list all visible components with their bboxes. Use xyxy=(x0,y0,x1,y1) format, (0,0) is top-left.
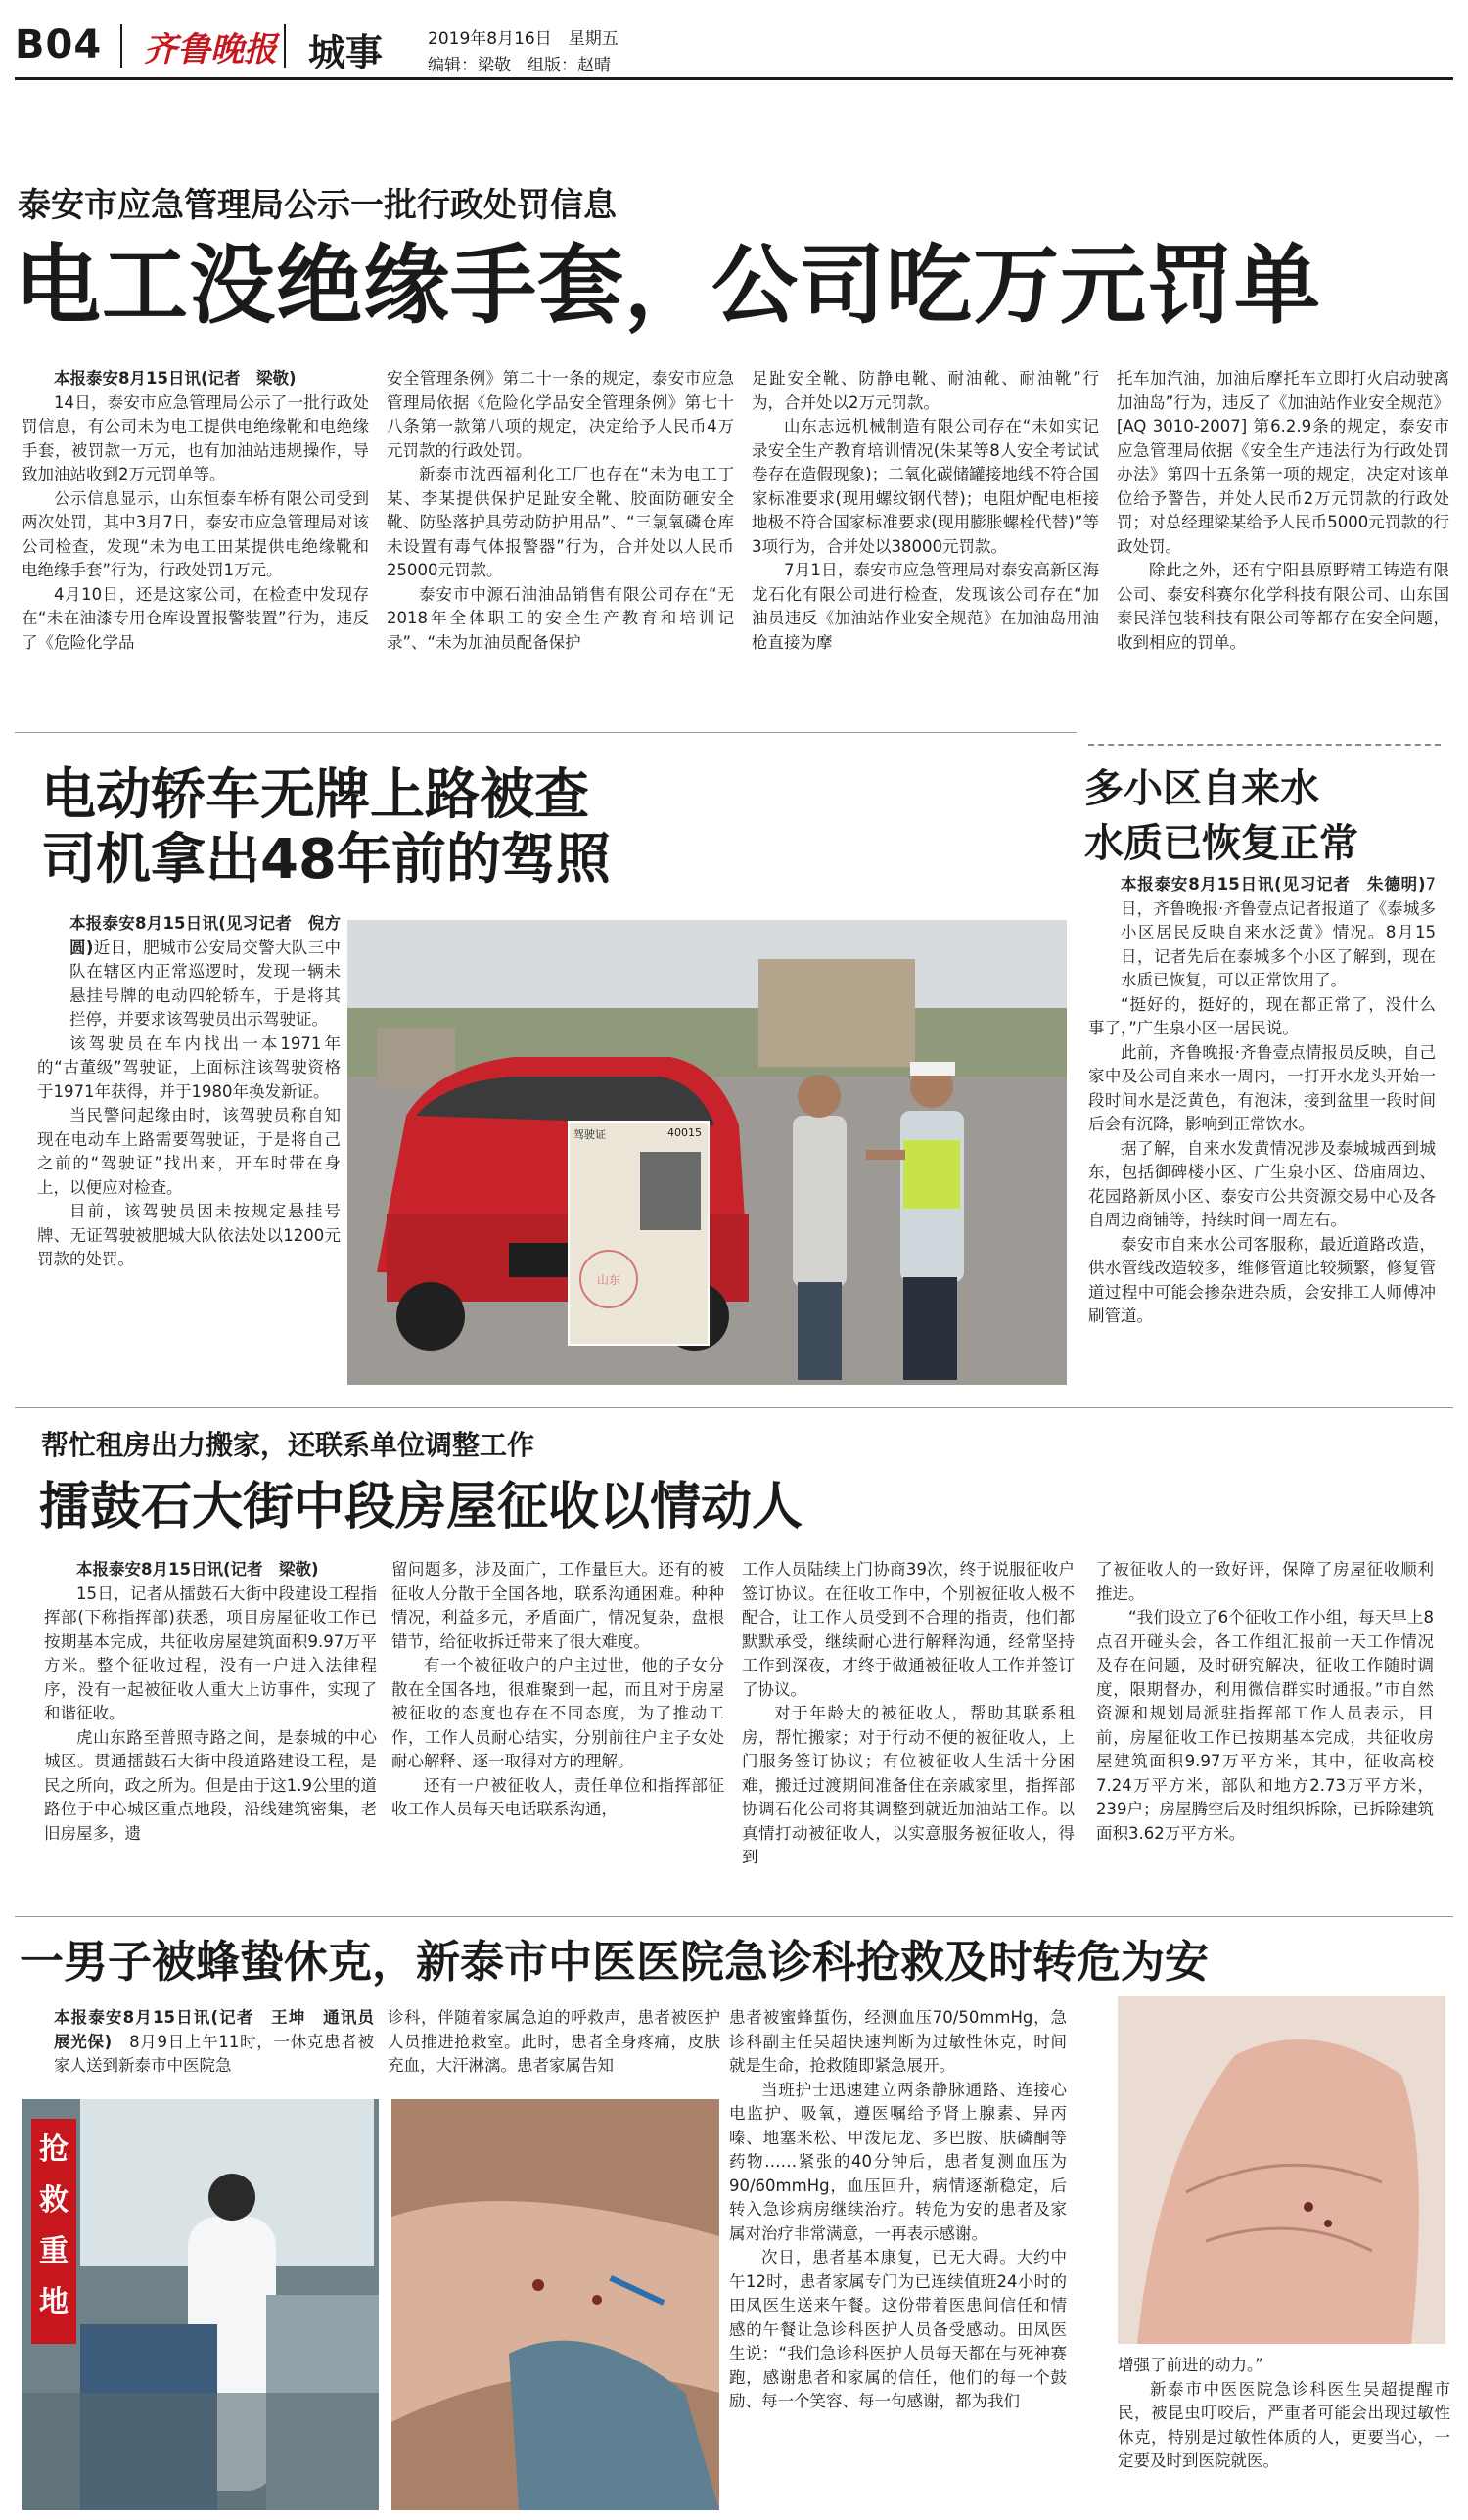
article3-byline: 本报泰安8月15日讯(见习记者 朱德明) xyxy=(1121,875,1426,893)
section-divider xyxy=(1088,744,1441,746)
article2-headline-line: 司机拿出48年前的驾照 xyxy=(41,828,611,893)
bee-sting-illustration xyxy=(391,2099,719,2510)
article3-paragraph: 据了解，自来水发黄情况涉及泰城城西到城东，包括御碑楼小区、广生泉小区、岱庙周边、花园路新凤小区、泰安市公共资源交易中心及各自周边商铺等，持续时间一周左右。 xyxy=(1088,1138,1436,1229)
article2-headline xyxy=(41,763,611,893)
article2-paragraph: 该驾驶员在车内找出一本1971年的“古董级”驾驶证，上面标注该驾驶资格于1971年获得，并于1980年换发新证。 xyxy=(37,1033,341,1101)
article5-paragraph: 8月9日上午11时，一休克患者被家人送到新泰市中医院急 xyxy=(54,2032,374,2075)
article1-col2 xyxy=(387,367,734,655)
article3-paragraph: 泰安市自来水公司客服称，最近道路改造，供水管线改造较多，维修管道比较频繁，修复管道过程中可能会掺杂进杂质，会安排工人师傅冲刷管道。 xyxy=(1088,1234,1436,1325)
article4-paragraph: 还有一户被征收人，责任单位和指挥部征收工作人员每天电话联系沟通， xyxy=(391,1775,724,1818)
license-stamp: 山东 xyxy=(579,1250,638,1308)
article4-paragraph: 留问题多，涉及面广，工作量巨大。还有的被征收人分散于全国各地，联系沟通困难。种种情况，利益多元，矛盾面广，情况复杂，盘根错节，给征收拆迁带来了很大难度。 xyxy=(391,1560,724,1651)
article4-col4 xyxy=(1096,1558,1434,1846)
article1-byline: 本报泰安8月15日讯(记者 梁敬) xyxy=(54,369,297,388)
article4-paragraph: 对于年龄大的被征收人，帮助其联系租房，帮忙搬家；对于行动不便的被征收人，上门服务签订协议；有位被征收人生活十分困难，搬迁过渡期间准备住在亲戚家里，指挥部协调石化公司将其调整到就近加油站工作。以真情打动被征收人，以实意服务被征收人，得到 xyxy=(742,1704,1075,1866)
palm-illustration xyxy=(1118,1996,1445,2344)
article5-col4 xyxy=(1118,2354,1450,2474)
section-divider xyxy=(15,1407,1453,1408)
article4-paragraph: 有一个被征收户的户主过世，他的子女分散在全国各地，很难聚到一起，而且对于房屋被征收的态度也存在不同态度，为了推动工作，工作人员耐心结实，分别前往户主子女处耐心解释、逐一取得对方的理解。 xyxy=(391,1656,724,1770)
section-divider xyxy=(15,732,1077,733)
section-divider xyxy=(15,1916,1453,1917)
article4-paragraph: 工作人员陆续上门协商39次，终于说服征收户签订协议。在征收工作中，个别被征收人极不配合，让工作人员受到不合理的指责，他们都默默承受，继续耐心进行解释沟通，经常坚持工作到深夜，才终于做通被征收人工作并签订了协议。 xyxy=(742,1560,1075,1699)
article1-paragraph: 除此之外，还有宁阳县原野精工铸造有限公司、泰安科赛尔化学科技有限公司、山东国泰民洋包装科技有限公司等都存在安全问题，收到相应的罚单。 xyxy=(1117,561,1449,652)
emergency-room-photo xyxy=(22,2099,379,2510)
article1-col1 xyxy=(22,367,369,655)
article5-paragraph: 诊科，伴随着家属急迫的呼救声，患者被医护人员推进抢救室。此时，患者全身疼痛，皮肤充血，大汗淋漓。患者家属告知 xyxy=(388,2008,720,2075)
article2-col xyxy=(37,912,341,1272)
article3-headline xyxy=(1084,761,1358,871)
header-divider xyxy=(120,24,122,68)
article1-paragraph: 公示信息显示，山东恒泰车桥有限公司受到两次处罚，其中3月7日，泰安市应急管理局对该公司检查，发现“未为电工田某提供电绝缘靴和电绝缘手套”行为，行政处罚1万元。 xyxy=(22,488,369,579)
emergency-sign: 抢救重地 xyxy=(31,2119,76,2344)
article2-paragraph: 当民警问起缘由时，该驾驶员称自知现在电动车上路需要驾驶证，于是将自己之前的“驾驶证”找出来，开车时带在身上，以便应对检查。 xyxy=(37,1106,341,1197)
article1-paragraph: 安全管理条例》第二十一条的规定，泰安市应急管理局依据《危险化学品安全管理条例》第七十八条第一款第八项的规定，决定给予人民币4万元罚款的行政处罚。 xyxy=(387,369,734,460)
article1-col3 xyxy=(752,367,1099,655)
page-number: B04 xyxy=(15,23,103,68)
section-title: 城事 xyxy=(308,31,384,74)
article1-paragraph: 新泰市沈西福利化工厂也存在“未为电工丁某、李某提供保护足趾安全靴、胶面防砸安全靴、防坠落护具劳动防护用品”、“三氯氧磷仓库未设置有毒气体报警器”行为，合并处以人民币25000元罚款。 xyxy=(387,465,734,579)
page-header xyxy=(15,15,1453,73)
article1-paragraph: 足趾安全靴、防静电靴、耐油靴、耐油靴”行为，合并处以2万元罚款。 xyxy=(752,369,1099,412)
traffic-stop-photo xyxy=(347,920,1067,1385)
header-rule xyxy=(15,77,1453,80)
article2-paragraph: 近日，肥城市公安局交警大队三中队在辖区内正常巡逻时，发现一辆未悬挂号牌的电动四轮轿车，于是将其拦停，并要求该驾驶员出示驾驶证。 xyxy=(69,938,342,1029)
article3-paragraph: 7日，齐鲁晚报·齐鲁壹点记者报道了《泰城多小区居民反映自来水泛黄》情况。8月15日，记者先后在泰城多个小区了解到，现在水质已恢复，可以正常饮用了。 xyxy=(1121,875,1436,989)
article4-paragraph: 15日，记者从擂鼓石大街中段建设工程指挥部(下称指挥部)获悉，项目房屋征收工作已按期基本完成，共征收房屋建筑面积9.97万平方米。整个征收过程，没有一户进入法律程序，没有一起被征收人重大上访事件，实现了和谐征收。 xyxy=(44,1583,377,1722)
header-divider xyxy=(284,24,286,68)
article1-col4 xyxy=(1117,367,1449,655)
article4-col1 xyxy=(44,1558,377,1846)
article5-paragraph: 新泰市中医医院急诊科医生吴超提醒市民，被昆虫叮咬后，严重者可能会出现过敏性休克，特别是过敏性体质的人，更要当心，一定要及时到医院就医。 xyxy=(1118,2379,1450,2470)
article3-headline-line: 水质已恢复正常 xyxy=(1084,821,1358,866)
article1-paragraph: 7月1日，泰安市应急管理局对泰安高新区海龙石化有限公司进行检查，发现该公司存在“加油员违反《加油站作业安全规范》在加油岛用油枪直接为摩 xyxy=(752,561,1099,652)
article1-paragraph: 4月10日，还是这家公司，在检查中发现存在“未在油漆专用仓库设置报警装置”行为，违反了《危险化学品 xyxy=(22,584,369,652)
article5-paragraph: 次日，患者基本康复，已无大碍。大约中午12时，患者家属专门为已连续值班24小时的田凤医生送来午餐。这份带着医患间信任和情感的午餐让急诊科医护人员备受感动。田凤医生说：“我们急诊科医护人员每天都在与死神赛跑，感谢患者和家属的信任，他们的每一个鼓励、每一个笑容、每一句感谢，都为我们 xyxy=(729,2248,1067,2410)
article3-paragraph: 此前，齐鲁晚报·齐鲁壹点情报员反映，自己家中及公司自来水一周内，一打开水龙头开始一段时间水是泛黄色，有泡沫，接到盆里一段时间后会有沉降，影响到正常饮水。 xyxy=(1088,1042,1436,1133)
article4-paragraph: “我们设立了6个征收工作小组，每天早上8点召开碰头会，各工作组汇报前一天工作情况及存在问题，及时研究解决，征收工作随时调度，限期督办，利用微信群实时通报。”市自然资源和规划局派驻指挥部工作人员表示，目前，房屋征收工作已按期基本完成，共征收房屋建筑面积9.97万平方米，其中，征收高校7.24万平方米，部队和地方2.73万平方米，239户；房屋腾空后及时组织拆除，已拆除建筑面积3.62万平方米。 xyxy=(1096,1608,1434,1843)
article2-paragraph: 目前，该驾驶员因未按规定悬挂号牌、无证驾驶被肥城大队依法处以1200元罚款的处罚。 xyxy=(37,1202,341,1268)
article2-byline: 本报泰安8月15日讯(见习记者 倪方圆) xyxy=(69,914,341,957)
article3-col xyxy=(1088,873,1436,1329)
article1-paragraph: 托车加汽油，加油后摩托车立即打火启动驶离加油岛”行为，违反了《加油站作业安全规范》[AQ 3010-2007] 第6.2.9条的规定，泰安市应急管理局依据《安全生产违法行为行政处罚办法》第四十五条第一项的规定，决定对该单位给予警告，并处人民币2万元罚款的行政处罚；对总经理梁某给予人民币5000元罚款的行政处罚。 xyxy=(1117,369,1449,556)
article4-col2 xyxy=(391,1558,724,1822)
article4-headline: 擂鼓石大街中段房屋征收以情动人 xyxy=(39,1478,803,1536)
article3-paragraph: “挺好的，挺好的，现在都正常了，没什么事了，”广生泉小区一居民说。 xyxy=(1088,994,1436,1037)
license-id: 40015 xyxy=(667,1126,702,1139)
article5-paragraph: 当班护士迅速建立两条静脉通路、连接心电监护、吸氧，遵医嘱给予肾上腺素、异丙嗪、地塞米松、甲泼尼龙、多巴胺、肤磷酮等药物……紧张的40分钟后，患者复测血压为90/60mmHg，血压回升，病情逐渐稳定，后转入急诊病房继续治疗。转危为安的患者及家属对治疗非常满意，一再表示感谢。 xyxy=(729,2080,1067,2243)
article2-headline-line: 电动轿车无牌上路被查 xyxy=(41,763,589,827)
date-line: 2019年8月16日 星期五 xyxy=(428,29,619,49)
article5-paragraph: 患者被蜜蜂蜇伤，经测血压70/50mmHg，急诊科副主任吴超快速判断为过敏性休克，时间就是生命，抢救随即紧急展开。 xyxy=(729,2008,1067,2075)
article1-paragraph: 山东志远机械制造有限公司存在“未如实记录安全生产教育培训情况(朱某等8人安全考试试卷存在造假现象)；二氧化碳储罐接地线不符合国家标准要求(现用螺纹钢代替)；电阻炉配电柜接地极不符合国家标准要求(现用膨胀螺栓代替)”等3项行为，合并处以38000元罚款。 xyxy=(752,417,1099,556)
article1-paragraph: 14日，泰安市应急管理局公示了一批行政处罚信息，有公司未为电工提供电绝缘靴和电绝缘手套，被罚款一万元，也有加油站违规操作，导致加油站收到2万元罚单等。 xyxy=(22,392,369,483)
article5-col2 xyxy=(388,2006,720,2079)
article4-col3 xyxy=(742,1558,1075,1870)
article4-paragraph: 虎山东路至普照寺路之间，是泰城的中心城区。贯通擂鼓石大街中段道路建设工程，是民之所向，政之所为。但是由于这1.9公里的道路位于中心城区重点地段，沿线建筑密集，老旧房屋多，遗 xyxy=(44,1727,377,1843)
article4-kicker: 帮忙租房出力搬家，还联系单位调整工作 xyxy=(41,1429,535,1461)
license-portrait xyxy=(640,1152,701,1230)
article1-headline: 电工没绝缘手套，公司吃万元罚单 xyxy=(15,235,1322,336)
newspaper-logo: 齐鲁晚报 xyxy=(144,30,277,69)
article1-paragraph: 泰安市中源石油油品销售有限公司存在“无2018年全体职工的安全生产教育和培训记录”、“未为加油员配备保护 xyxy=(387,584,734,652)
driver-license-inset xyxy=(568,1121,710,1346)
article1-kicker: 泰安市应急管理局公示一批行政处罚信息 xyxy=(18,186,617,225)
article3-headline-line: 多小区自来水 xyxy=(1084,766,1319,811)
article5-col3 xyxy=(729,2006,1067,2414)
article5-byline: 本报泰安8月15日讯(记者 王坤 通讯员 展光保) xyxy=(54,2008,390,2051)
article5-headline: 一男子被蜂蛰休克，新泰市中医医院急诊科抢救及时转危为安 xyxy=(20,1936,1210,1988)
article5-paragraph: 增强了前进的动力。” xyxy=(1118,2356,1263,2374)
article5-col1 xyxy=(22,2006,390,2079)
bee-sting-photo xyxy=(391,2099,719,2510)
license-label: 驾驶证 xyxy=(573,1128,606,1141)
palm-photo xyxy=(1118,1996,1445,2344)
editor-line: 编辑：梁敬 组版：赵晴 xyxy=(428,56,611,75)
article4-byline: 本报泰安8月15日讯(记者 梁敬) xyxy=(76,1560,319,1579)
article4-paragraph: 了被征收人的一致好评，保障了房屋征收顺利推进。 xyxy=(1096,1560,1434,1603)
